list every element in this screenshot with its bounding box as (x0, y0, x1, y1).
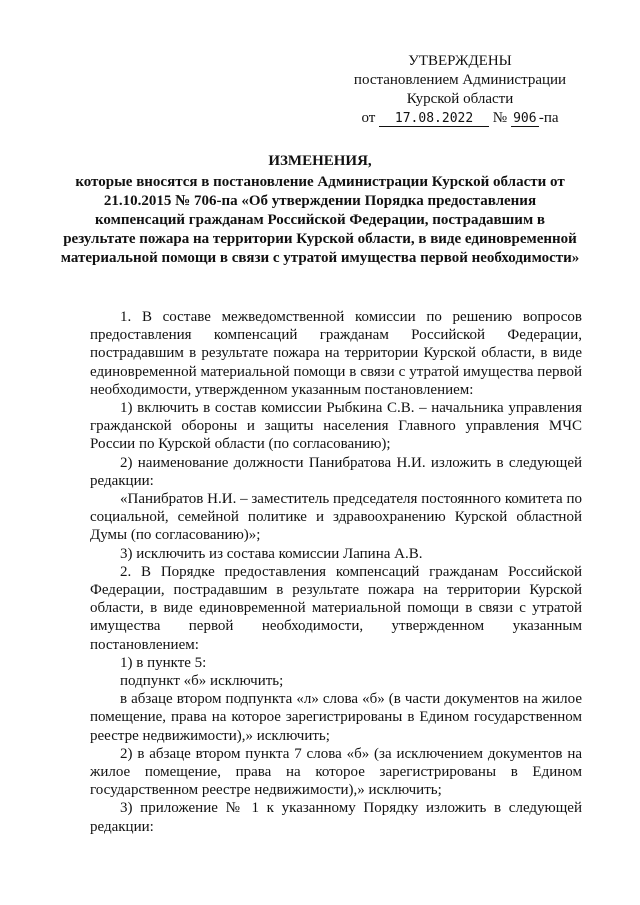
approved-by-line: постановлением Администрации (353, 72, 567, 88)
approved-label: УТВЕРЖДЕНЫ (408, 53, 512, 69)
title-text: которые вносятся в постановление Администрации Курской области от 21.10.2015 № 706-па «Об утверждении Порядка предоставления компенсаций гражданам Российской Федерации, пострадавшим в результате пожара на территории Курской области, в виде единовременной материальной помощи в связи с утратой имущества первой необходимости» (60, 174, 580, 266)
paragraph: 3) исключить из состава комиссии Лапина А.В. (120, 545, 423, 562)
paragraph: подпункт «б» исключить; (120, 673, 284, 690)
title-heading: ИЗМЕНЕНИЯ, (268, 153, 372, 169)
number-suffix: -па (538, 110, 559, 126)
date-number-row (330, 109, 590, 128)
document-body (90, 308, 582, 836)
region-line: Курской области (406, 91, 514, 107)
date-prefix: от (361, 110, 376, 126)
paragraph: 2) наименование должности Панибратова Н.И. изложить в следующей редакции: (90, 454, 582, 489)
paragraph: «Панибратов Н.И. – заместитель председателя постоянного комитета по социальной, семейной политике и здравоохранению Курской областной Думы (по согласованию)»; (90, 491, 582, 544)
paragraph: 1) в пункте 5: (120, 654, 207, 671)
paragraph: 1) включить в состав комиссии Рыбкина С.В. – начальника управления гражданской обороны и защиты населения Главного управления МЧС России по Курской области (по согласованию); (90, 400, 582, 453)
paragraph: 2) в абзаце втором пункта 7 слова «б» (за исключением документов на жилое помещение, права на которое зарегистрированы в Едином государственном реестре недвижимости),» исключить; (90, 745, 582, 799)
paragraph: 2. В Порядке предоставления компенсаций гражданам Российской Федерации, пострадавшим в результате пожара на территории Курской области, в виде единовременной материальной помощи в связи с утратой имущества первой необходимости, утвержденном указанным постановлением: (90, 563, 582, 653)
approval-stamp (330, 52, 590, 128)
decree-date: 17.08.2022 (379, 111, 489, 127)
paragraph: 1. В составе межведомственной комиссии по решению вопросов предоставления компенсаций гражданам Российской Федерации, пострадавшим в результате пожара на территории Курской области, в виде единовременной материальной помощи в связи с утратой имущества первой необходимости, утвержденном указанным постановлением: (90, 309, 582, 398)
decree-number: 906 (511, 111, 539, 127)
number-prefix: № (492, 110, 508, 126)
document-title (60, 152, 580, 268)
paragraph: 3) приложение № 1 к указанному Порядку изложить в следующей редакции: (90, 800, 582, 835)
paragraph: в абзаце втором подпункта «л» слова «б» (в части документов на жилое помещение, права на которое зарегистрированы в Едином государственном реестре недвижимости),» исключить; (90, 691, 582, 744)
